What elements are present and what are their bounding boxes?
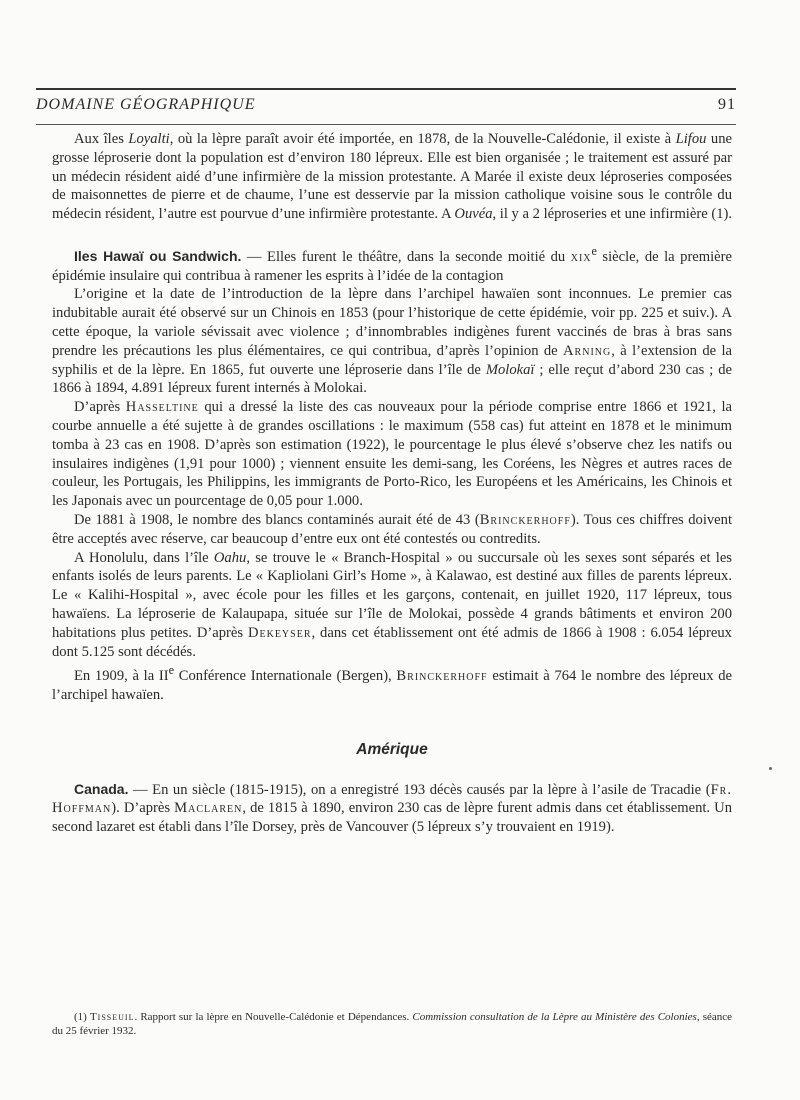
paragraph-hawai: Iles Hawaï ou Sandwich. — Elles furent le théâtre, dans la seconde moitié du xix$^e$ siècle, de la première épidémie insulaire qui contribua à ramener les esprits à l’idée de la contagion [52, 243, 733, 284]
running-head [36, 96, 736, 116]
top-rule [36, 88, 736, 90]
section-heading-amerique: Amérique [356, 740, 428, 758]
paragraph-conference: En 1909, à la IIe Conférence Internationale (Bergen), Brinckerhoff estimait à 764 le nombre des lépreux de l’archipel hawaïen. [52, 663, 732, 704]
paragraph-hasseltine: D’après Hasseltine qui a dressé la liste des cas nouveaux pour la période comprise entre 1866 et 1921, la courbe annuelle a été sujette à de grandes oscillations : le maximum (558 cas) fut atteint en 1878 et le minimum tomba à 23 cas en 1908. D’après son estimation (1922), le pourcentage le plus élevé s’observe chez les natifs ou insulaires indigènes (1,91 pour 1000) ; viennent ensuite les demi-sang, les Coréens, les Nègres et autres races de couleur, les Portugais, les Philippins, les immigrants de Porto-Rico, les Européens et les Américains, les Chinois et les Japonais avec un pourcentage de 0,05 pour 1.000. [52, 399, 732, 510]
running-head-title: DOMAINE GÉOGRAPHIQUE [36, 96, 256, 113]
paragraph-origine: L’origine et la date de l’introduction de la lèpre dans l’archipel hawaïen sont inconnues. Le premier cas indubitable aurait été observé sur un Chinois en 1853 (pour l’historique de cette épidémie, voir pp. 225 et suiv.). A cette époque, la variole sévissait avec violence ; d’innombrables indigènes furent vaccinés de bras à bras sans prendre les précautions les plus élémentaires, ce qui contribua, d’après l’opinion de Arning, à l’extension de la syphilis et de la lèpre. En 1865, fut ouverte une léproserie dans l’île de Molokaï ; elle reçut d’abord 230 cas ; de 1866 à 1894, 4.891 lépreux furent internés à Molokai. [52, 286, 733, 397]
paragraph-loyalti: Aux îles Loyalti, où la lèpre paraît avoir été importée, en 1878, de la Nouvelle-Calédonie, il existe à Lifou une grosse léproserie dont la population est d’environ 180 lépreux. Elle est bien organisée ; le traitement est assuré par un médecin résident aidé d’une infirmière de la mission protestante. A Marée il existe deux léproseries composées de maisonnettes de pierre et de chaume, l’une est desservie par la mission catholique voisine sous le contrôle du médecin résident, l’autre est pourvue d’une infirmière protestante. A Ouvéa, il y a 2 léproseries et une infirmière (1). [52, 131, 732, 223]
header-rule [36, 124, 736, 125]
paragraph-honolulu: A Honolulu, dans l’île Oahu, se trouve le « Branch-Hospital » ou succursale où les sexes sont séparés et les enfants isolés de leurs parents. Le « Kapliolani Girl’s Home », à Kalawao, est destiné aux filles de parents lépreux. Le « Kalihi-Hospital », avec école pour les filles et les garçons, contenait, en juillet 1920, 117 lépreux, tous hawaïens. La léproserie de Kalaupapa, située sur l’île de Molokai, possède 4 grands bâtiments et environ 200 habitations plus petites. D’après Dekeyser, dans cet établissement ont été admis de 1866 à 1908 : 6.054 lépreux dont 5.125 sont décédés. [52, 549, 732, 660]
section-heading-canada: Canada. [74, 780, 129, 797]
paragraph-canada: Canada. — En un siècle (1815-1915), on a enregistré 193 décès causés par la lèpre à l’asile de Tracadie (Fr. Hoffman). D’après Maclaren, de 1815 à 1890, environ 230 cas de lèpre furent admis dans cet établissement. Un second lazaret est établi dans l’île Dorsey, près de Vancouver (5 lépreux s’y trouvaient en 1919). [52, 780, 733, 836]
page-number: 91 [718, 96, 736, 113]
margin-speck [769, 767, 772, 770]
main-text [52, 130, 732, 837]
section-heading-hawai: Iles Hawaï ou Sandwich. [74, 247, 242, 264]
footnote: (1) Tisseuil. Rapport sur la lèpre en Nouvelle-Calédonie et Dépendances. Commission consultation de la Lèpre au Ministère des Colonies, séance du 25 février 1932. [52, 1011, 733, 1037]
paragraph-blancs: De 1881 à 1908, le nombre des blancs contaminés aurait été de 43 (Brinckerhoff). Tous ces chiffres doivent être acceptés avec réserve, car beaucoup d’entre eux ont été contestés ou contredits. [52, 512, 733, 547]
